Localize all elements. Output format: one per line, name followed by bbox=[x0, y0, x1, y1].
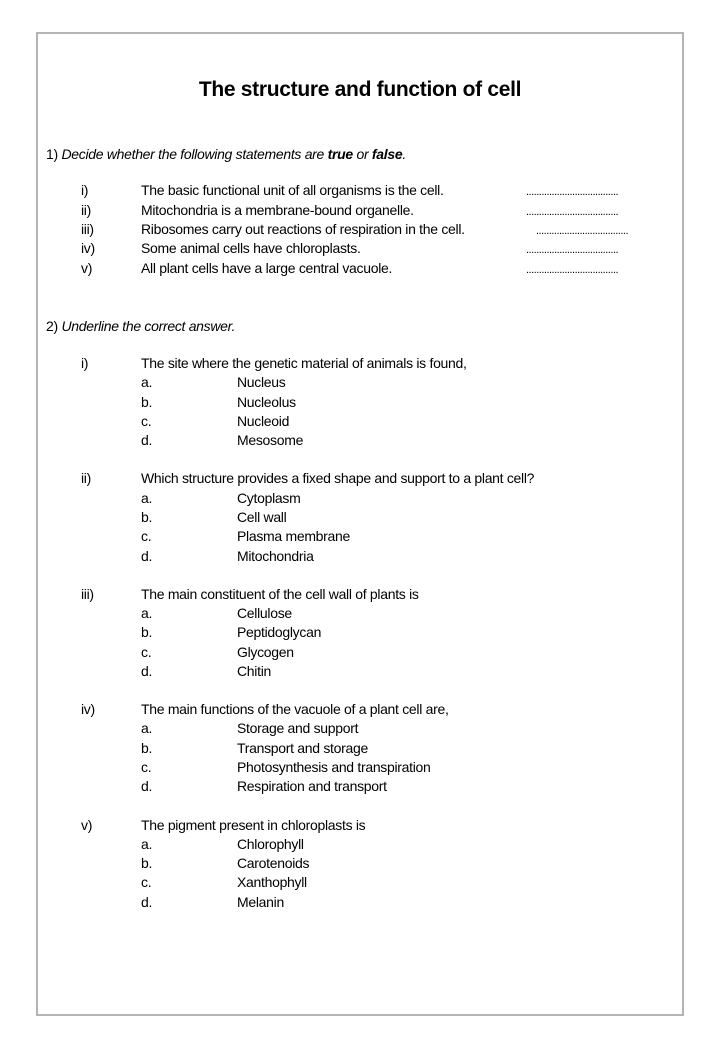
section1-instruction-pre: Decide whether the following statements are bbox=[61, 146, 328, 162]
option-text[interactable]: Cellulose bbox=[237, 605, 292, 621]
section1-number: 1) bbox=[46, 146, 58, 162]
option-letter: b. bbox=[141, 855, 153, 871]
option-letter: c. bbox=[141, 644, 152, 660]
option-letter: c. bbox=[141, 528, 152, 544]
answer-blank[interactable]: .................................... bbox=[526, 264, 619, 276]
option-text[interactable]: Transport and storage bbox=[237, 740, 368, 756]
question-text: The main constituent of the cell wall of plants is bbox=[141, 586, 419, 602]
statement-number: ii) bbox=[81, 202, 91, 218]
option-text[interactable]: Respiration and transport bbox=[237, 778, 387, 794]
option-letter: c. bbox=[141, 874, 152, 890]
statement-text: Some animal cells have chloroplasts. bbox=[141, 240, 361, 256]
option-text[interactable]: Mitochondria bbox=[237, 548, 314, 564]
question-text: The pigment present in chloroplasts is bbox=[141, 817, 366, 833]
option-letter: d. bbox=[141, 548, 153, 564]
statement-text: Ribosomes carry out reactions of respiration in the cell. bbox=[141, 221, 465, 237]
question-text: Which structure provides a fixed shape and support to a plant cell? bbox=[141, 470, 535, 486]
question-text: The site where the genetic material of animals is found, bbox=[141, 355, 467, 371]
option-letter: d. bbox=[141, 778, 153, 794]
option-text[interactable]: Nucleolus bbox=[237, 394, 296, 410]
statement-number: iv) bbox=[81, 240, 95, 256]
answer-blank[interactable]: .................................... bbox=[536, 225, 629, 237]
option-letter: a. bbox=[141, 490, 153, 506]
question-text: The main functions of the vacuole of a plant cell are, bbox=[141, 701, 449, 717]
question-number: iv) bbox=[81, 701, 95, 717]
option-letter: c. bbox=[141, 759, 152, 775]
answer-blank[interactable]: .................................... bbox=[526, 206, 619, 218]
option-letter: d. bbox=[141, 432, 153, 448]
option-letter: a. bbox=[141, 605, 153, 621]
option-text[interactable]: Mesosome bbox=[237, 432, 304, 448]
option-text[interactable]: Storage and support bbox=[237, 720, 359, 736]
option-text[interactable]: Nucleus bbox=[237, 374, 286, 390]
option-letter: a. bbox=[141, 836, 153, 852]
question-number: i) bbox=[81, 355, 89, 371]
section2-instruction-text: Underline the correct answer. bbox=[61, 318, 236, 334]
option-text[interactable]: Chitin bbox=[237, 663, 271, 679]
statement-text: All plant cells have a large central vacuole. bbox=[141, 260, 393, 276]
answer-blank[interactable]: .................................... bbox=[526, 186, 619, 198]
option-letter: d. bbox=[141, 663, 153, 679]
option-text[interactable]: Carotenoids bbox=[237, 855, 310, 871]
question-number: iii) bbox=[81, 586, 94, 602]
option-text[interactable]: Melanin bbox=[237, 894, 284, 910]
section1-instruction-or: or bbox=[352, 146, 372, 162]
question-number: v) bbox=[81, 817, 93, 833]
option-letter: b. bbox=[141, 509, 153, 525]
section1-instruction bbox=[46, 146, 406, 162]
option-text[interactable]: Nucleoid bbox=[237, 413, 290, 429]
statement-number: i) bbox=[81, 182, 89, 198]
section2-number: 2) bbox=[46, 318, 58, 334]
question-number: ii) bbox=[81, 470, 91, 486]
page-frame bbox=[36, 32, 684, 1016]
option-text[interactable]: Plasma membrane bbox=[237, 528, 350, 544]
statement-number: v) bbox=[81, 260, 93, 276]
option-letter: a. bbox=[141, 374, 153, 390]
answer-blank[interactable]: .................................... bbox=[526, 244, 619, 256]
option-text[interactable]: Peptidoglycan bbox=[237, 624, 322, 640]
page-title: The structure and function of cell bbox=[198, 78, 522, 101]
option-letter: b. bbox=[141, 624, 153, 640]
section2-instruction bbox=[46, 318, 235, 334]
section1-instruction-true: true bbox=[327, 146, 353, 162]
option-text[interactable]: Glycogen bbox=[237, 644, 294, 660]
option-letter: b. bbox=[141, 740, 153, 756]
statement-text: Mitochondria is a membrane-bound organelle. bbox=[141, 202, 414, 218]
option-text[interactable]: Photosynthesis and transpiration bbox=[237, 759, 431, 775]
section1-instruction-false: false bbox=[371, 146, 403, 162]
option-letter: d. bbox=[141, 894, 153, 910]
option-letter: b. bbox=[141, 394, 153, 410]
statement-text: The basic functional unit of all organisms is the cell. bbox=[141, 182, 444, 198]
section1-instruction-post: . bbox=[402, 146, 406, 162]
option-text[interactable]: Chlorophyll bbox=[237, 836, 304, 852]
option-letter: c. bbox=[141, 413, 152, 429]
statement-number: iii) bbox=[81, 221, 94, 237]
option-text[interactable]: Cytoplasm bbox=[237, 490, 301, 506]
option-text[interactable]: Xanthophyll bbox=[237, 874, 307, 890]
option-letter: a. bbox=[141, 720, 153, 736]
option-text[interactable]: Cell wall bbox=[237, 509, 287, 525]
